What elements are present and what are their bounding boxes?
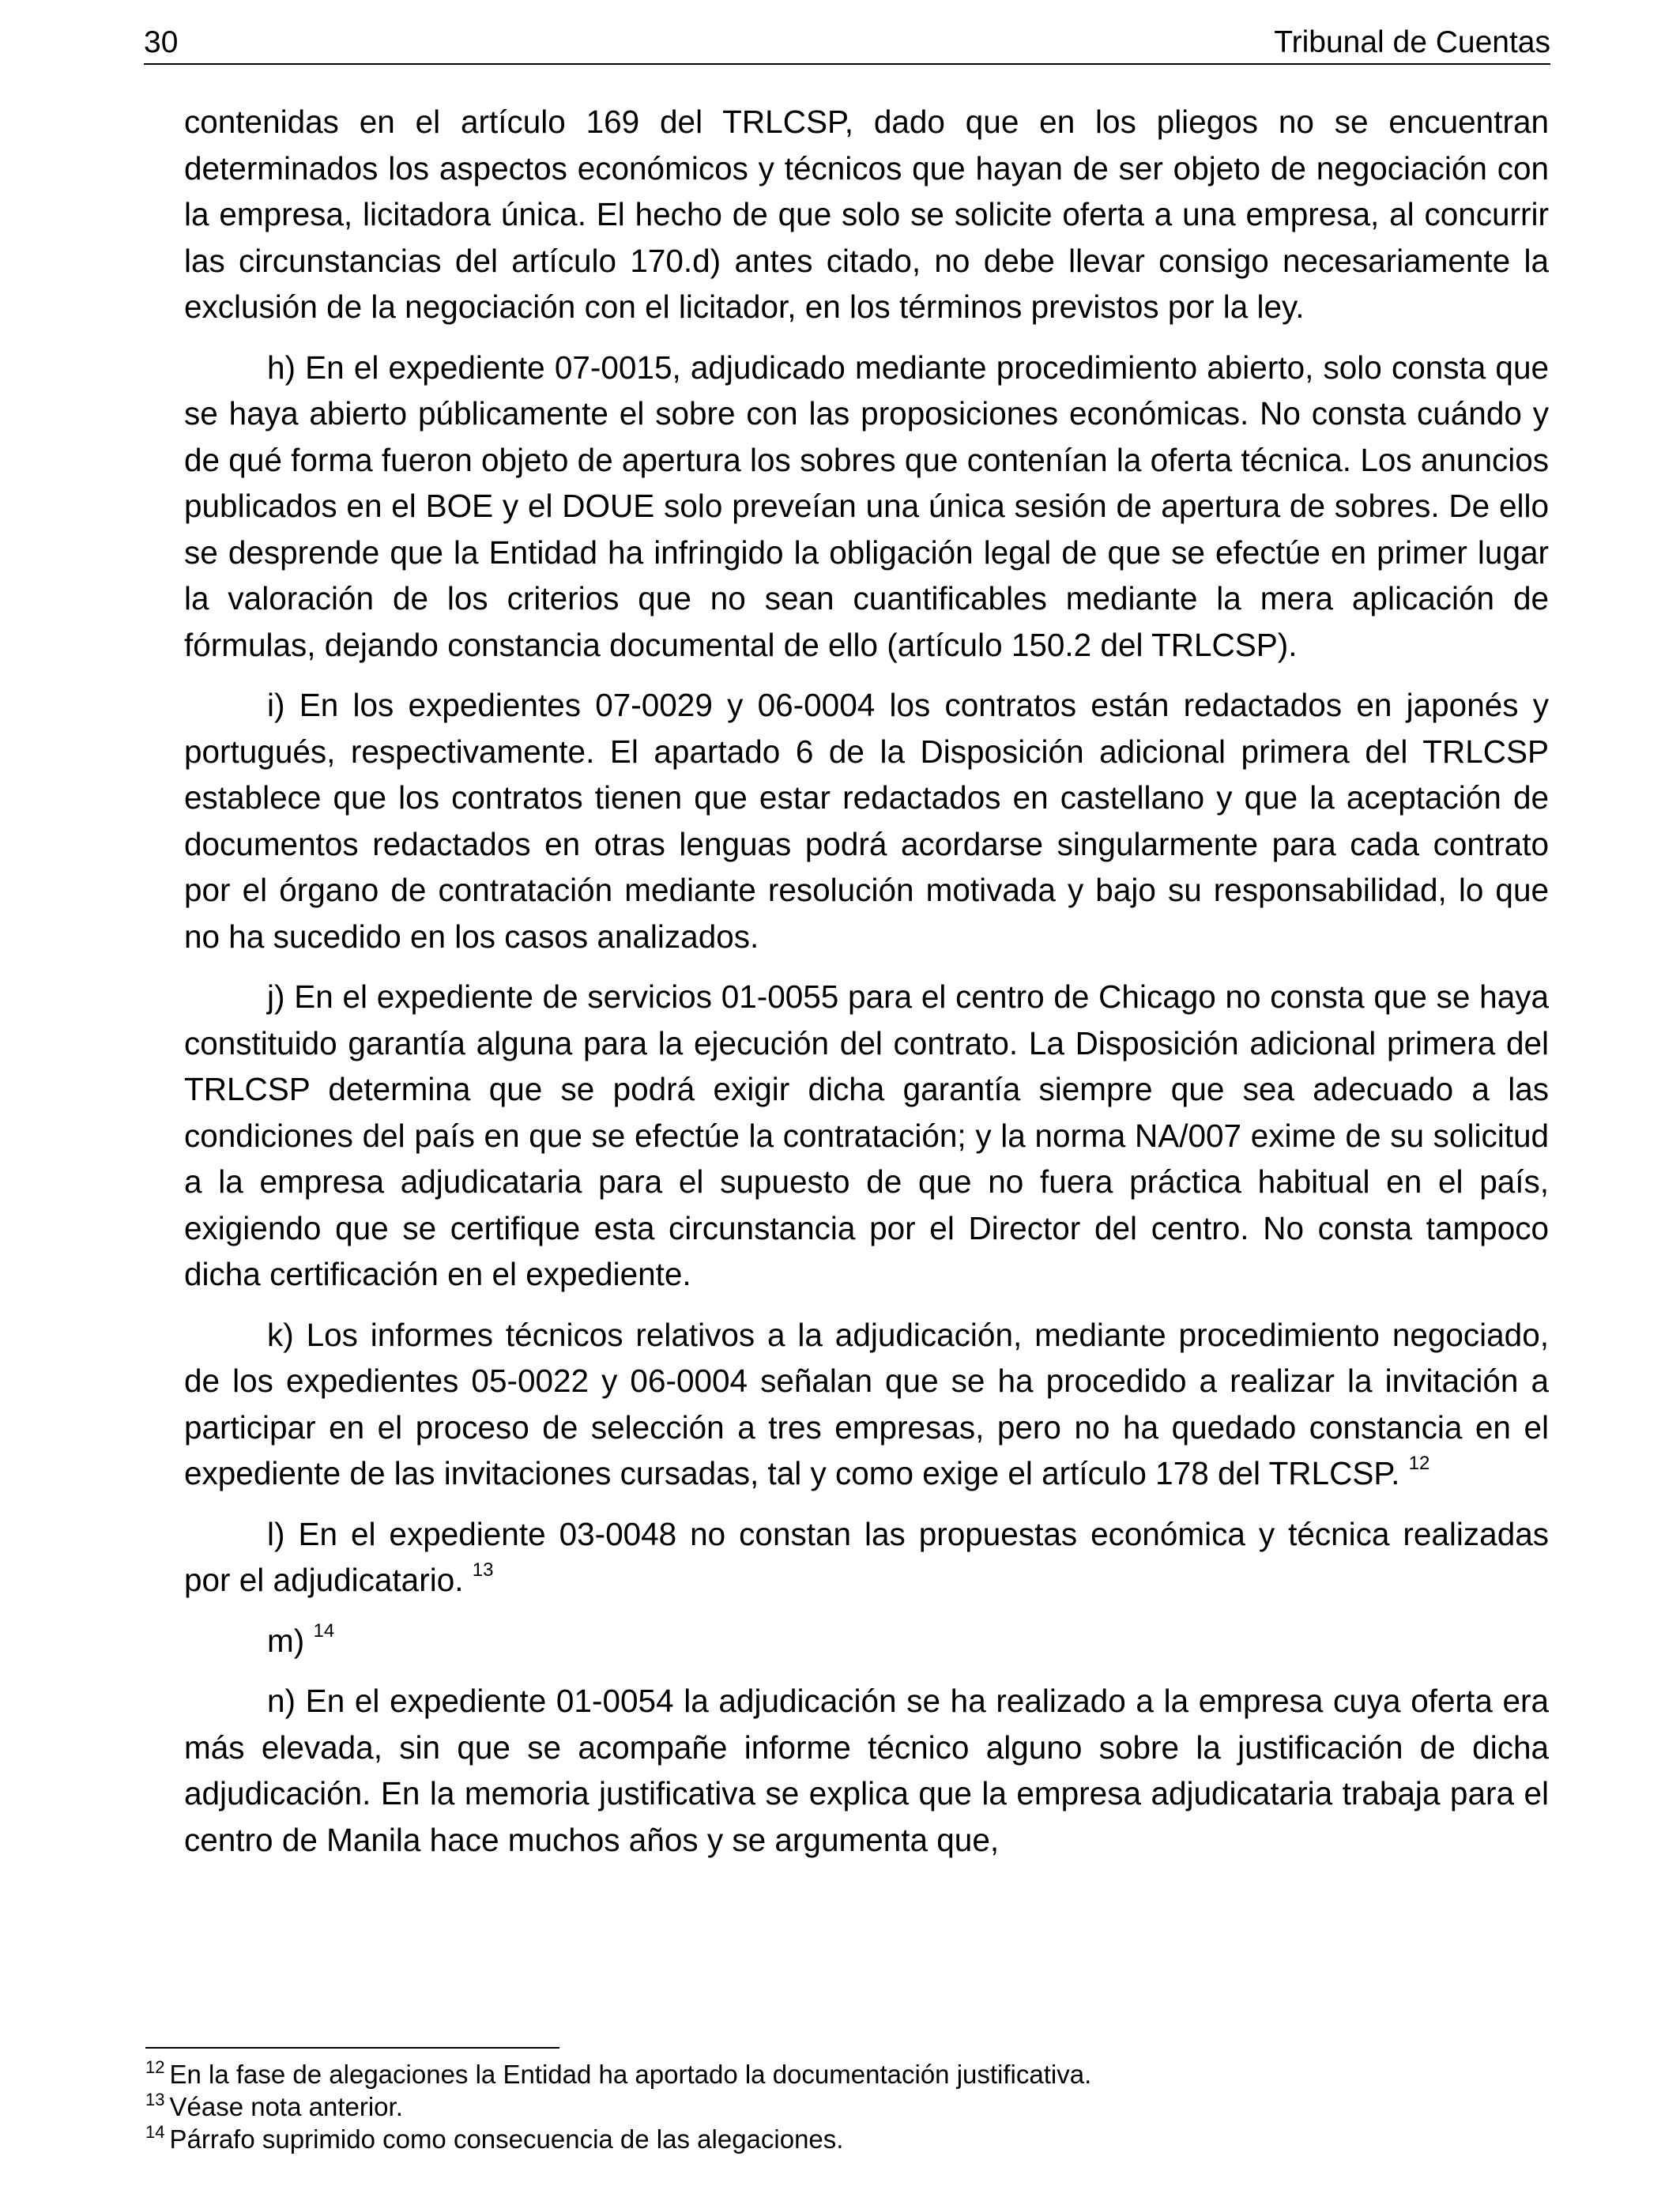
paragraph-continuation: contenidas en el artículo 169 del TRLCSP, dado que en los pliegos no se encuentran determinados los aspectos económicos y técnicos que hayan de ser objeto de negociación con la empresa, licitadora única. El hecho de que solo se solicite oferta a una empresa, al concurrir las circunstancias del artículo 170.d) antes citado, no debe llevar consigo necesariamente la exclusión de la negociación con el licitador, en los términos previstos por la ley. (184, 104, 1549, 325)
paragraph-i: i) En los expedientes 07-0029 y 06-0004 los contratos están redactados en japonés y portugués, respectivamente. El apartado 6 de la Disposición adicional primera del TRLCSP establece que los contratos tienen que estar redactados en castellano y que la aceptación de documentos redactados en otras lenguas podrá acordarse singularmente para cada contrato por el órgano de contratación mediante resolución motivada y bajo su responsabilidad, lo que no ha sucedido en los casos analizados. (184, 687, 1549, 955)
paragraph-k: k) Los informes técnicos relativos a la adjudicación, mediante procedimiento negociado, de los expedientes 05-0022 y 06-0004 señalan que se ha procedido a realizar la invitación a participar en el proceso de selección a tres empresas, pero no ha quedado constancia en el expediente de las invitaciones cursadas, tal y como exige el artículo 178 del TRLCSP. $^{12}$ (184, 1316, 1549, 1491)
paragraph-j: j) En el expediente de servicios 01-0055 para el centro de Chicago no consta que se haya constituido garantía alguna para la ejecución del contrato. La Disposición adicional primera del TRLCSP determina que se podrá exigir dicha garantía siempre que sea adecuado a las condiciones del país en que se efectúe la contratación; y la norma NA/007 exime de su solicitud a la empresa adjudicataria para el supuesto de que no fuera práctica habitual en el país, exigiendo que se certifique esta circunstancia por el Director del centro. No consta tampoco dicha certificación en el expediente. (184, 978, 1549, 1292)
body-text (184, 99, 1549, 1877)
page-header (144, 22, 1550, 65)
header-title: Tribunal de Cuentas (1274, 25, 1550, 59)
paragraph-h: h) En el expediente 07-0015, adjudicado mediante procedimiento abierto, solo consta que se haya abierto públicamente el sobre con las proposiciones económicas. No consta cuándo y de qué forma fueron objeto de apertura los sobres que contenían la oferta técnica. Los anuncios publicados en el BOE y el DOUE solo preveían una única sesión de apertura de sobres. De ello se desprende que la Entidad ha infringido la obligación legal de que se efectúe en primer lugar la valoración de los criterios que no sean cuantificables mediante la mera aplicación de fórmulas, dejando constancia documental de ello (artículo 150.2 del TRLCSP). (184, 349, 1549, 663)
footnote-separator (145, 2047, 559, 2049)
footnote-13: $^{13}$ Véase nota anterior. (145, 2090, 403, 2121)
page-number: 30 (144, 25, 179, 59)
footnote-ref-13[interactable]: 13 (472, 1559, 494, 1581)
footnote-ref-14[interactable]: 14 (313, 1619, 335, 1642)
paragraph-m: m) $^{14}$ (267, 1619, 335, 1659)
footnotes (145, 2058, 1552, 2155)
footnote-ref-12[interactable]: 12 (1408, 1453, 1430, 1474)
paragraph-l: l) En el expediente 03-0048 no constan las propuestas económica y técnica realizadas por el adjudicatario. $^{13}$ (184, 1515, 1549, 1598)
footnote-12: $^{12}$ En la fase de alegaciones la Entidad ha aportado la documentación justificativa. (145, 2057, 1092, 2089)
footnote-14: $^{14}$ Párrafo suprimido como consecuencia de las alegaciones. (145, 2122, 844, 2154)
paragraph-n: n) En el expediente 01-0054 la adjudicación se ha realizado a la empresa cuya oferta era más elevada, sin que se acompañe informe técnico alguno sobre la justificación de dicha adjudicación. En la memoria justificativa se explica que la empresa adjudicataria trabaja para el centro de Manila hace muchos años y se argumenta que, (184, 1683, 1549, 1858)
